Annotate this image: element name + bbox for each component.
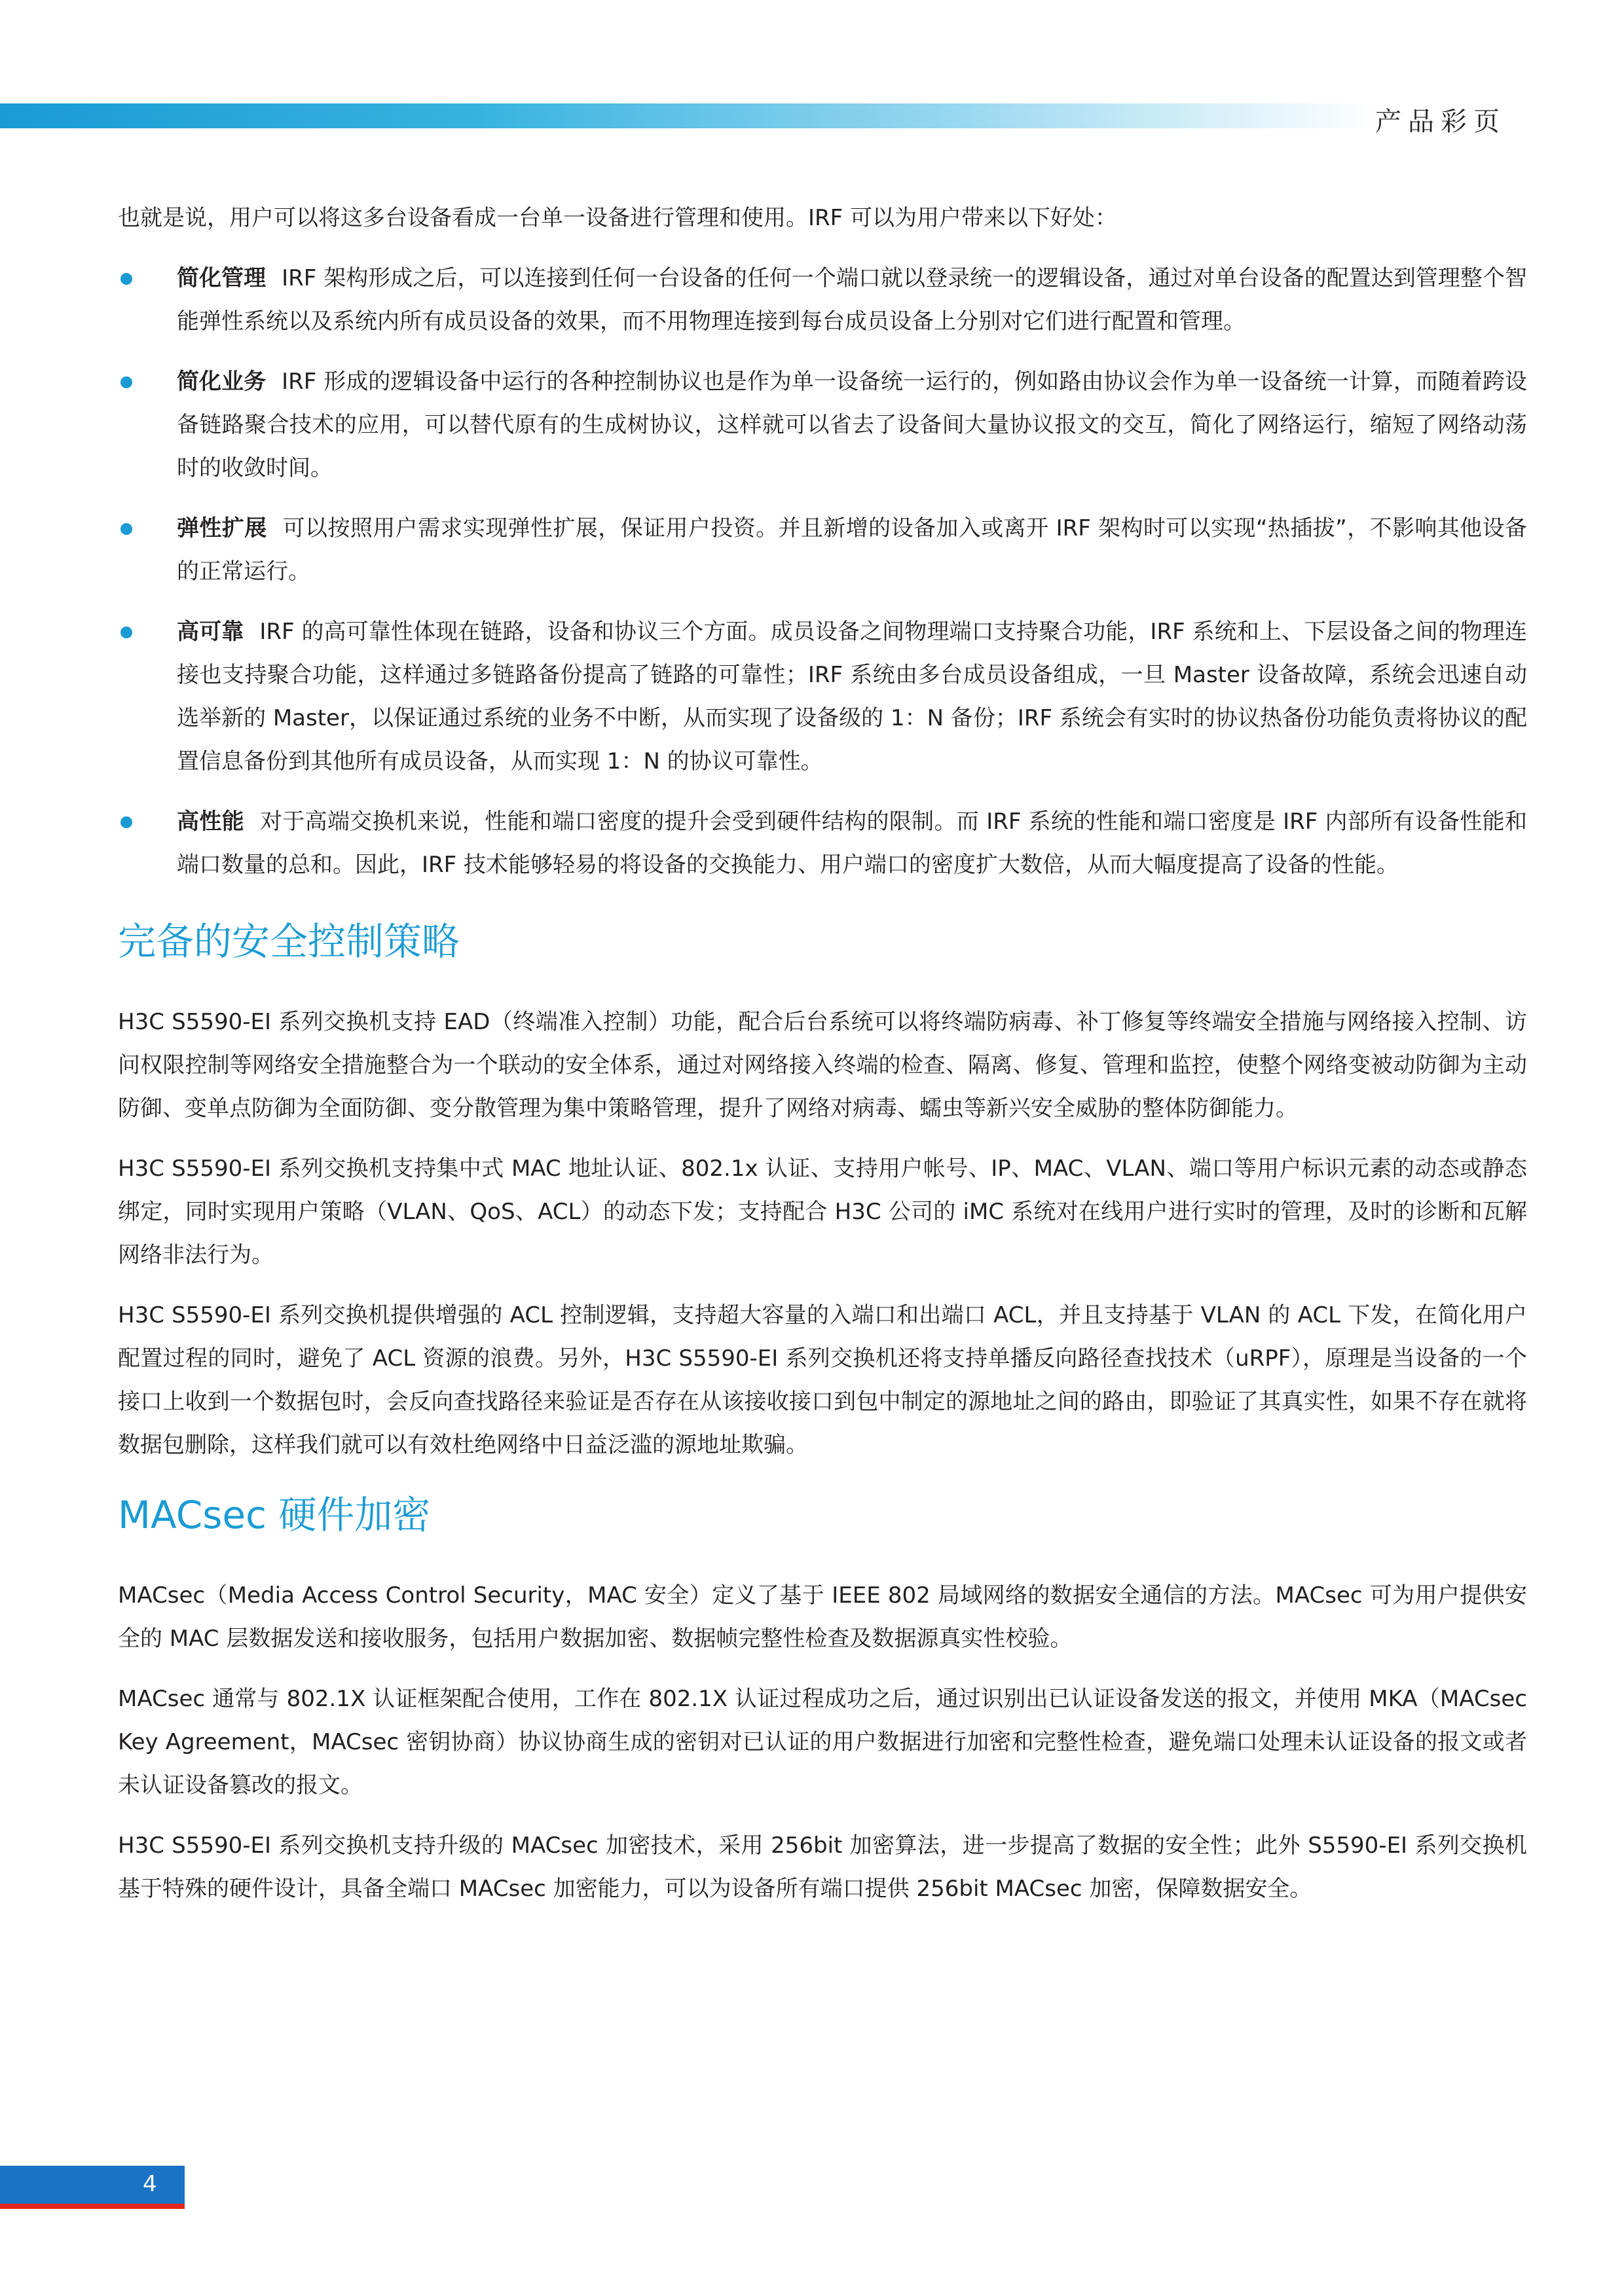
intro-paragraph: 也就是说，用户可以将这多台设备看成一台单一设备进行管理和使用。IRF 可以为用户带来以下好处： xyxy=(118,205,1118,231)
macsec-paragraph: MACsec 通常与 802.1X 认证框架配合使用，工作在 802.1X 认证过程成功之后，通过识别出已认证设备发送的报文，并使用 MKA（MACsec Key Agreement，MACsec 密钥协商）协议协商生成的密钥对已认证的用户数据进行加密和完整性检查，避免端口处理未认证设备的报文或者未认证设备篡改的报文。 xyxy=(118,1686,1527,1798)
section-heading-macsec: MACsec 硬件加密 xyxy=(118,1493,431,1537)
list-item xyxy=(118,360,1527,490)
bullet-text: 可以按照用户需求实现弹性扩展，保证用户投资。并且新增的设备加入或离开 IRF 架构时可以实现“热插拔”，不影响其他设备的正常运行。 xyxy=(177,515,1527,585)
bullet-title: 简化管理 xyxy=(177,265,267,291)
list-item xyxy=(118,507,1527,593)
bullet-title: 高性能 xyxy=(177,809,244,835)
footer-accent-line xyxy=(0,2204,185,2209)
bullet-dot-icon xyxy=(120,816,132,828)
macsec-paragraph: MACsec（Media Access Control Security，MAC 安全）定义了基于 IEEE 802 局域网络的数据安全通信的方法。MACsec 可为用户提供安全的 MAC 层数据发送和接收服务，包括用户数据加密、数据帧完整性检查及数据源真实性校验。 xyxy=(118,1582,1527,1652)
bullet-title: 高可靠 xyxy=(177,619,244,645)
security-paragraph: H3C S5590-EI 系列交换机支持集中式 MAC 地址认证、802.1x 认证、支持用户帐号、IP、MAC、VLAN、端口等用户标识元素的动态或静态绑定，同时实现用户策略（VLAN、QoS、ACL）的动态下发；支持配合 H3C 公司的 iMC 系统对在线用户进行实时的管理，及时的诊断和瓦解网络非法行为。 xyxy=(118,1156,1527,1268)
header-gradient-bar xyxy=(0,103,1375,128)
bullet-text: IRF 形成的逻辑设备中运行的各种控制协议也是作为单一设备统一运行的，例如路由协议会作为单一设备统一计算，而随着跨设备链路聚合技术的应用，可以替代原有的生成树协议，这样就可以省去了设备间大量协议报文的交互，简化了网络运行，缩短了网络动荡时的收敛时间。 xyxy=(177,369,1527,481)
bullet-text: 对于高端交换机来说，性能和端口密度的提升会受到硬件结构的限制。而 IRF 系统的性能和端口密度是 IRF 内部所有设备性能和端口数量的总和。因此，IRF 技术能够轻易的将设备的交换能力、用户端口的密度扩大数倍，从而大幅度提高了设备的性能。 xyxy=(177,809,1527,878)
bullet-dot-icon xyxy=(120,627,132,638)
page-number: 4 xyxy=(143,2171,157,2197)
bullet-text: IRF 架构形成之后，可以连接到任何一台设备的任何一个端口就以登录统一的逻辑设备，通过对单台设备的配置达到管理整个智能弹性系统以及系统内所有成员设备的效果，而不用物理连接到每台成员设备上分别对它们进行配置和管理。 xyxy=(177,265,1527,335)
section-heading-security: 完备的安全控制策略 xyxy=(118,919,460,964)
bullet-dot-icon xyxy=(120,523,132,535)
bullet-dot-icon xyxy=(120,376,132,388)
list-item xyxy=(118,257,1527,343)
bullet-dot-icon xyxy=(120,273,132,285)
macsec-paragraph: H3C S5590-EI 系列交换机支持升级的 MACsec 加密技术，采用 256bit 加密算法，进一步提高了数据的安全性；此外 S5590-EI 系列交换机基于特殊的硬件设计，具备全端口 MACsec 加密能力，可以为设备所有端口提供 256bit MACsec 加密，保障数据安全。 xyxy=(118,1832,1527,1902)
bullet-title: 弹性扩展 xyxy=(177,515,267,541)
security-paragraph: H3C S5590-EI 系列交换机支持 EAD（终端准入控制）功能，配合后台系统可以将终端防病毒、补丁修复等终端安全措施与网络接入控制、访问权限控制等网络安全措施整合为一个联动的安全体系，通过对网络接入终端的检查、隔离、修复、管理和监控，使整个网络变被动防御为主动防御、变单点防御为全面防御、变分散管理为集中策略管理，提升了网络对病毒、蠕虫等新兴安全威胁的整体防御能力。 xyxy=(118,1009,1527,1121)
footer-page-tab xyxy=(0,2166,185,2204)
list-item xyxy=(118,610,1527,783)
list-item xyxy=(118,800,1527,886)
bullet-text: IRF 的高可靠性体现在链路，设备和协议三个方面。成员设备之间物理端口支持聚合功能，IRF 系统和上、下层设备之间的物理连接也支持聚合功能，这样通过多链路备份提高了链路的可靠性；IRF 系统由多台成员设备组成，一旦 Master 设备故障，系统会迅速自动选举新的 Master，以保证通过系统的业务不中断，从而实现了设备级的 1：N 备份；IRF 系统会有实时的协议热备份功能负责将协议的配置信息备份到其他所有成员设备，从而实现 1：N 的协议可靠性。 xyxy=(177,619,1528,774)
benefit-list xyxy=(118,257,1527,886)
header-title: 产品彩页 xyxy=(1375,107,1506,137)
bullet-title: 简化业务 xyxy=(177,369,267,395)
security-paragraph: H3C S5590-EI 系列交换机提供增强的 ACL 控制逻辑，支持超大容量的入端口和出端口 ACL，并且支持基于 VLAN 的 ACL 下发，在简化用户配置过程的同时，避免了 ACL 资源的浪费。另外，H3C S5590-EI 系列交换机还将支持单播反向路径查找技术（uRPF），原理是当设备的一个接口上收到一个数据包时，会反向查找路径来验证是否存在从该接收接口到包中制定的源地址之间的路由，即验证了其真实性，如果不存在就将数据包删除，这样我们就可以有效杜绝网络中日益泛滥的源地址欺骗。 xyxy=(118,1302,1527,1458)
page-content xyxy=(118,196,1527,1927)
